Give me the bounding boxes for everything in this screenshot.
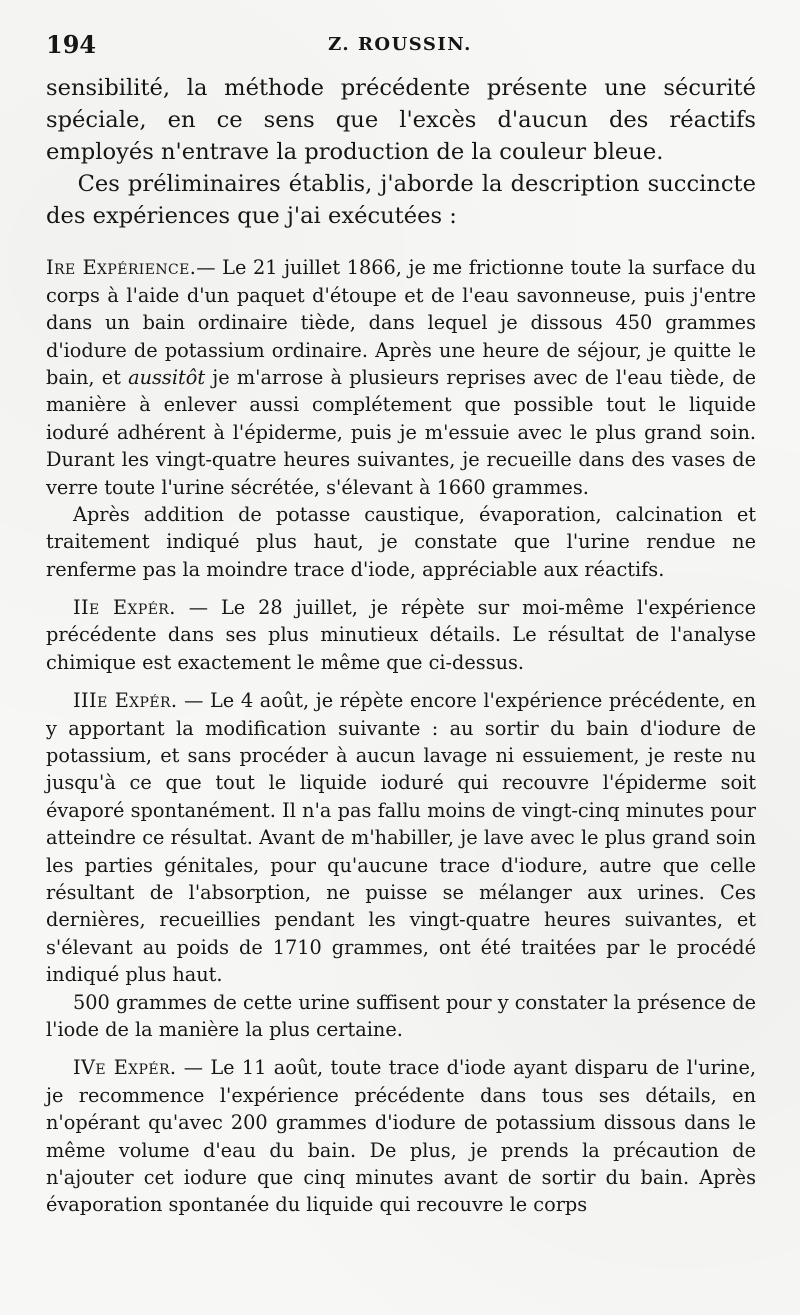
paragraph-text: — Le 4 août, je répète encore l'expérience précédente, en y apportant la modification suivante : au sortir du bain d'iodure de potassium, et sans procéder à aucun lavage ni essuiement, je reste nu jusqu'à ce que tout le liquide ioduré qui recouvre l'épiderme soit évaporé spontanément. Il n'a pas fallu moins de vingt-cinq minutes pour atteindre ce résultat. Avant de m'habiller, je lave avec le plus grand soin les parties génitales, pour qu'aucune trace d'iodure, autre que celle résultant de l'absorption, ne puisse se mélanger aux urines. Ces dernières, recueillies pendant les vingt-quatre heures suivantes, et s'élevant au poids de 1710 grammes, ont été traitées par le procédé indiqué plus haut. — [46, 689, 757, 987]
paragraph-text: sensibilité, la méthode précédente présente une sécurité spéciale, en ce sens que l'excès d'aucun des réactifs employés n'entrave la production de la couleur bleue. — [46, 75, 756, 166]
paragraph-text: 500 grammes de cette urine suffisent pour y constater la présence de l'iode de la manière la plus certaine. — [46, 990, 756, 1041]
paragraph-potasse — [46, 501, 756, 583]
running-head: Z. ROUSSIN. — [328, 34, 472, 55]
experiment-label: Ire Expérience. — [46, 256, 197, 280]
paragraph-text: Ces préliminaires établis, j'aborde la description succincte des expériences que j'ai exécutées : — [46, 171, 756, 230]
paragraph-experience-2 — [46, 594, 756, 676]
paragraph-experience-4 — [46, 1054, 756, 1218]
paragraph-preliminaires — [46, 168, 756, 232]
experiment-label: IVe Expér. — [73, 1056, 177, 1080]
page-number: 194 — [46, 30, 97, 59]
page-body — [46, 72, 756, 1219]
paragraph-text: — Le 21 juillet 1866, je me frictionne toute la surface du corps à l'aide d'un paquet d'étoupe et de l'eau savonneuse, puis j'entre dans un bain ordinaire tiède, dans lequel je dissous 450 grammes d'iodure de potassium ordinaire. Après une heure de séjour, je quitte le bain, et — [46, 256, 756, 389]
paragraph-text: je m'arrose à plusieurs reprises avec de l'eau tiède, de manière à enlever aussi complétement que possible tout le liquide ioduré adhérent à l'épiderme, puis je m'essuie avec le plus grand soin. Durant les vingt-quatre heures suivantes, je recueille dans des vases de verre toute l'urine sécrétée, s'élevant à 1660 grammes. — [46, 365, 757, 499]
experiment-label: IIIe Expér. — [73, 689, 178, 713]
emphasis-text: aussitôt — [128, 365, 206, 389]
page-header — [46, 30, 754, 64]
experiment-label: IIe Expér. — [73, 596, 176, 620]
paragraph-text: Après addition de potasse caustique, évaporation, calcination et traitement indiqué plus haut, je constate que l'urine rendue ne renferme pas la moindre trace d'iode, appréciable aux réactifs. — [46, 502, 756, 581]
paragraph-sensibilite — [46, 72, 756, 168]
paragraph-text: — Le 28 juillet, je répète sur moi-même l'expérience précédente dans ses plus minutieux détails. Le résultat de l'analyse chimique est exactement le même que ci-dessus. — [46, 596, 756, 674]
paragraph-500-grammes — [46, 989, 756, 1044]
paragraph-experience-3 — [46, 687, 756, 988]
paragraph-experience-1 — [46, 254, 756, 501]
paragraph-text: — Le 11 août, toute trace d'iode ayant disparu de l'urine, je recommence l'expérience précédente dans tous ses détails, en n'opérant qu'avec 200 grammes d'iodure de potassium dissous dans le même volume d'eau du bain. De plus, je prends la précaution de n'ajouter cet iodure que cinq minutes avant de sortir du bain. Après évaporation spontanée du liquide qui recouvre le corps — [46, 1056, 757, 1217]
